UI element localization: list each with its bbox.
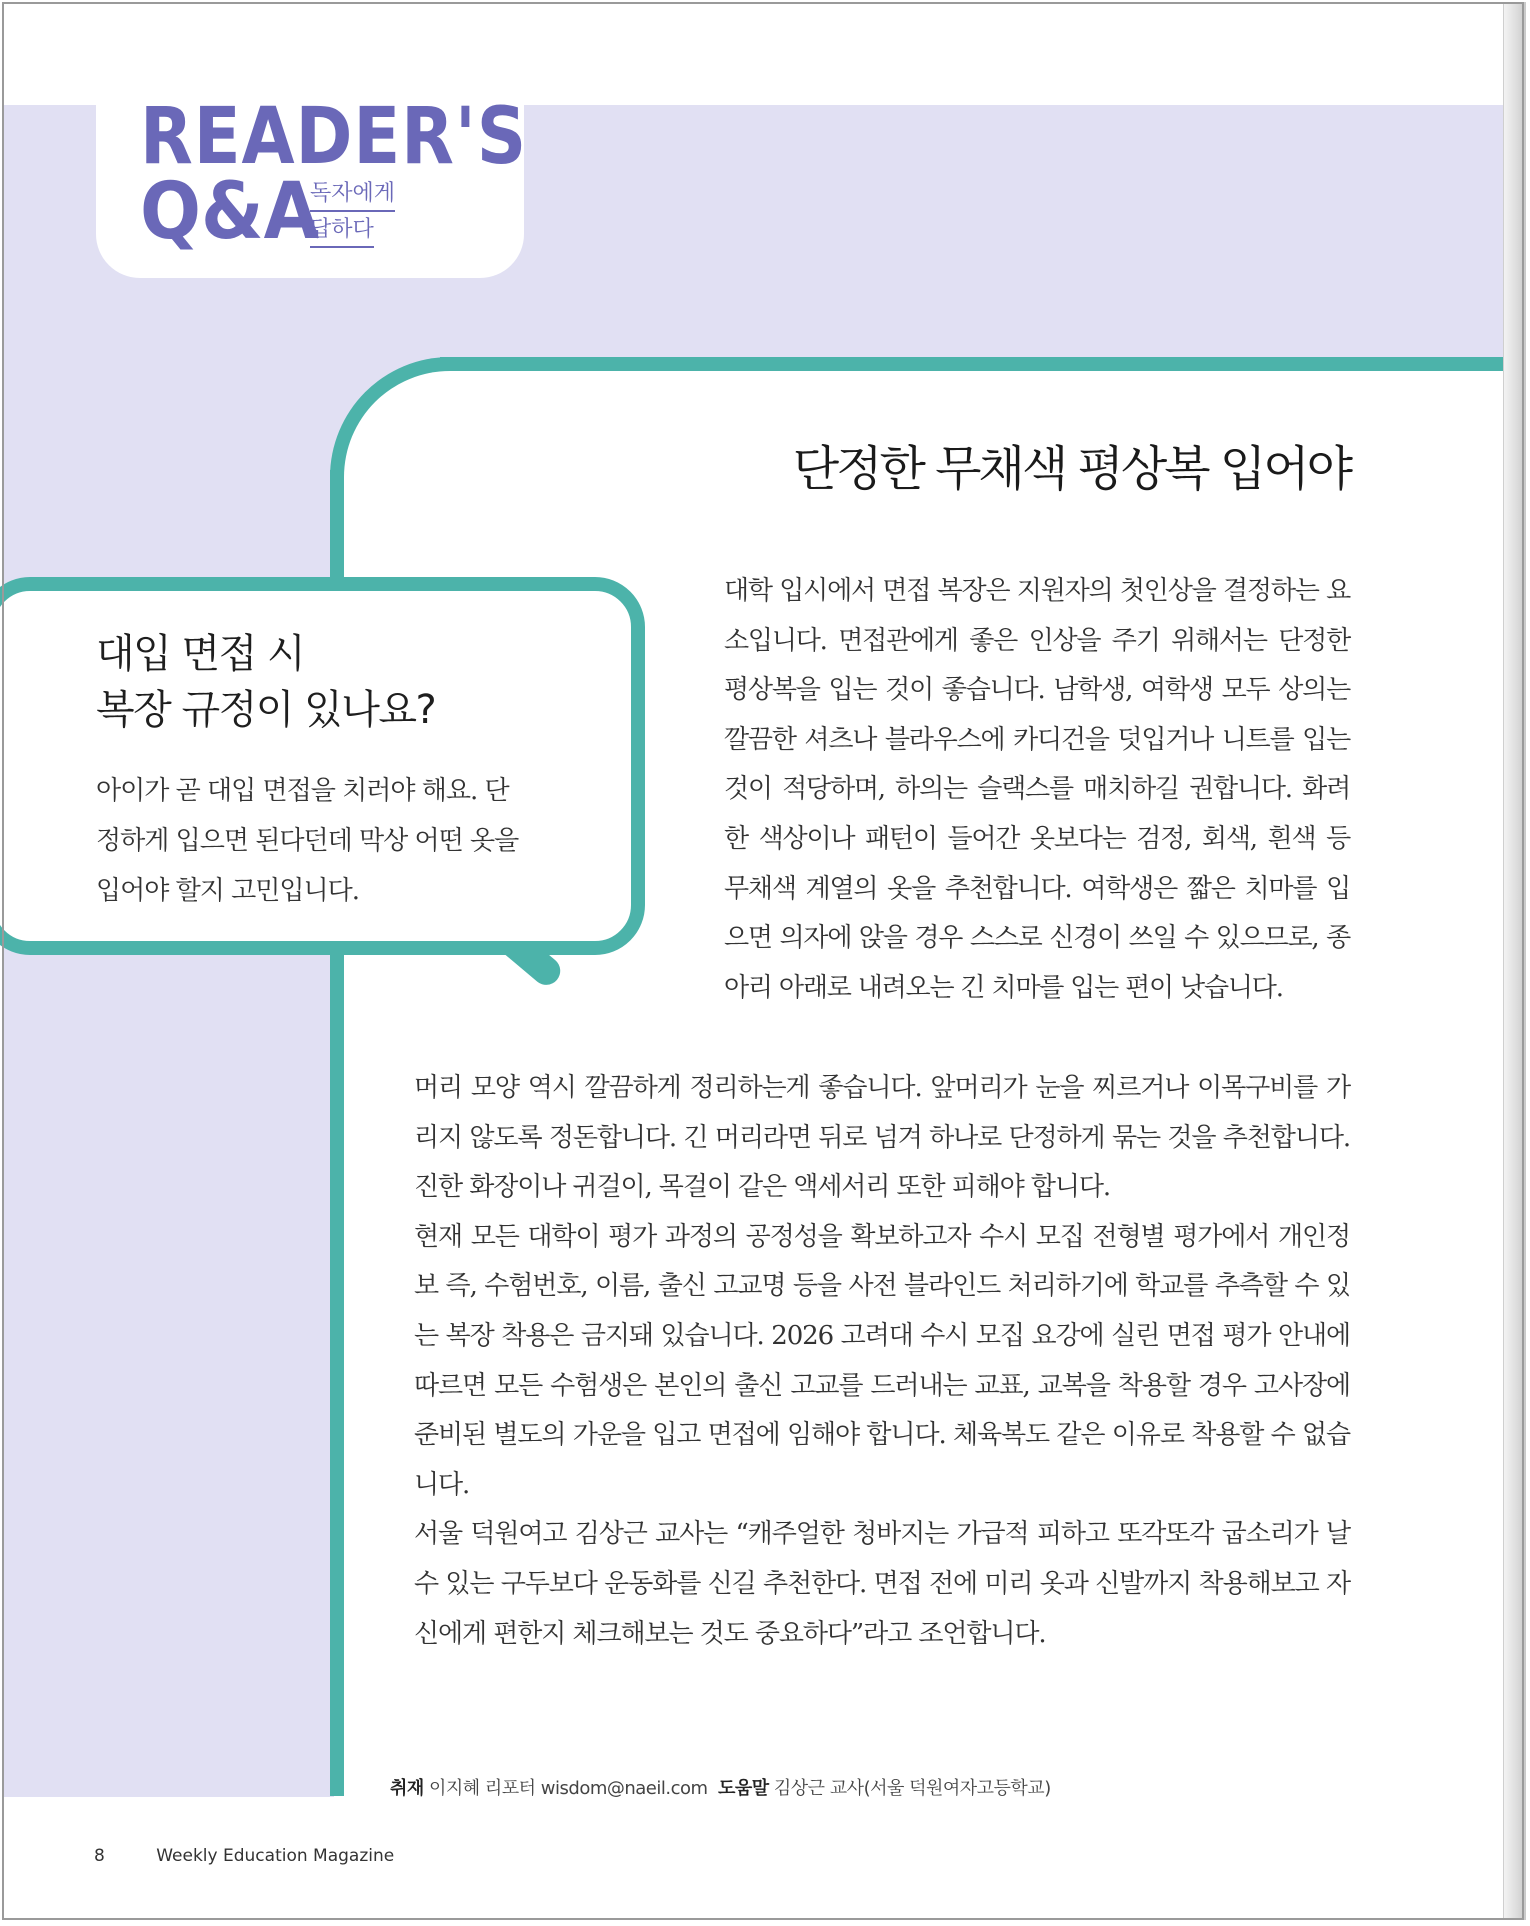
- answer-intro-paragraph: 대학 입시에서 면접 복장은 지원자의 첫인상을 결정하는 요소입니다. 면접관에게 좋은 인상을 주기 위해서는 단정한 평상복을 입는 것이 좋습니다. 남학생, 여학생 모두 상의는 깔끔한 셔츠나 블라우스에 카디건을 덧입거나 니트를 입는 것이 적당하며, 하의는 슬랙스를 매치하길 권합니다. 화려한 색상이나 패턴이 들어간 옷보다는 검정, 회색, 흰색 등 무채색 계열의 옷을 추천합니다. 여학생은 짧은 치마를 입으면 의자에 앉을 경우 스스로 신경이 쓰일 수 있으므로, 종아리 아래로 내려오는 긴 치마를 입는 편이 낫습니다.: [724, 576, 1350, 1003]
- page-number: 8: [94, 1846, 105, 1866]
- question-body: 아이가 곧 대입 면접을 치러야 해요. 단정하게 입으면 된다던데 막상 어떤 옷을 입어야 할지 고민입니다.: [96, 776, 519, 906]
- magazine-name: Weekly Education Magazine: [156, 1846, 395, 1866]
- section-logo-readers: READER'S: [140, 92, 528, 182]
- section-logo-subtitle: [310, 178, 420, 250]
- answer-paragraph: 머리 모양 역시 깔끔하게 정리하는게 좋습니다. 앞머리가 눈을 찌르거나 이목구비를 가리지 않도록 정돈합니다. 긴 머리라면 뒤로 넘겨 하나로 단정하게 묶는 것을 추천합니다. 진한 화장이나 귀걸이, 목걸이 같은 액세서리 또한 피해야 합니다.: [414, 1073, 1350, 1203]
- section-logo-sub-line2: 답하다: [310, 214, 374, 248]
- answer-paragraph: 현재 모든 대학이 평가 과정의 공정성을 확보하고자 수시 모집 전형별 평가에서 개인정보 즉, 수험번호, 이름, 출신 고교명 등을 사전 블라인드 처리하기에 학교를 추측할 수 있는 복장 착용은 금지돼 있습니다. 2026 고려대 수시 모집 요강에 실린 면접 평가 안내에 따르면 모든 수험생은 본인의 출신 고교를 드러내는 교표, 교복을 착용할 경우 고사장에 준비된 별도의 가운을 입고 면접에 임해야 합니다. 체육복도 같은 이유로 착용할 수 없습니다.: [414, 1221, 1350, 1500]
- article-credit: [390, 1774, 1051, 1800]
- question-title-line1: 대입 면접 시: [96, 631, 305, 677]
- page-edge-shadow: [1503, 2, 1526, 1920]
- question-title-line2: 복장 규정이 있나요?: [96, 687, 436, 733]
- credit-reporter: 이지혜 리포터 wisdom@naeil.com: [429, 1778, 708, 1799]
- credit-reporter-label: 취재: [390, 1778, 424, 1799]
- section-logo-qa: Q&A: [140, 167, 320, 257]
- answer-title: 단정한 무채색 평상복 입어야: [792, 441, 1350, 497]
- answer-body: [414, 1064, 1350, 1659]
- question-title: [96, 626, 616, 738]
- section-logo-sub-line1: 독자에게: [310, 178, 395, 212]
- teal-frame-top: [440, 357, 1512, 371]
- credit-help-label: 도움말: [718, 1778, 769, 1799]
- page-footer: [94, 1846, 394, 1866]
- answer-paragraph: 서울 덕원여고 김상근 교사는 “캐주얼한 청바지는 가급적 피하고 또각또각 굽소리가 날 수 있는 구두보다 운동화를 신길 추천한다. 면접 전에 미리 옷과 신발까지 착용해보고 자신에게 편한지 체크해보는 것도 중요하다”라고 조언합니다.: [414, 1519, 1350, 1649]
- credit-helper: 김상근 교사(서울 덕원여자고등학교): [773, 1778, 1051, 1799]
